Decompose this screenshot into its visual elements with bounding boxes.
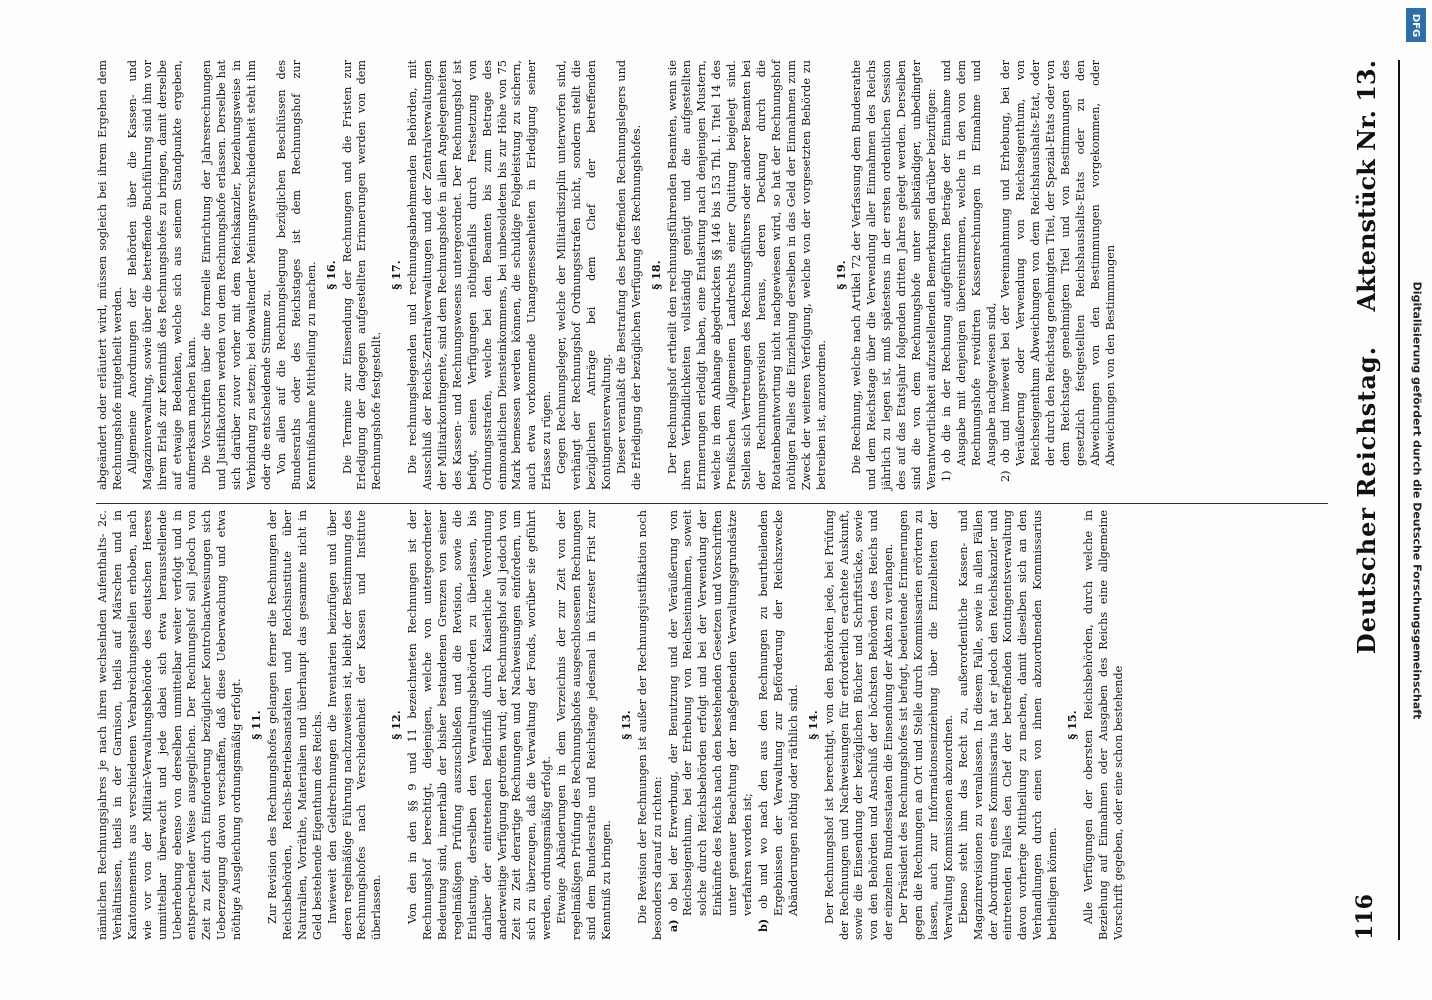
list-text: ob und wo nach den aus den Rechnungen zu beurtheilenden Ergebnissen der Verwaltung zur Beförderung der Reichszwecke Abänderungen nöthig oder räthlich sind. xyxy=(756,510,800,916)
paragraph: Allgemeine Anordnungen der Behörden über die Kassen- und Magazinverwaltung, sowie über die betreffende Buchführung sind ihm vor ihrem Erlaß zur Kenntniß des Rechnungshofes zu bringen, damit derselbe auf etwaige Bedenken, welche sich aus seinem Standpunkte ergeben, aufmerksam machen kann. xyxy=(125,60,199,490)
paragraph: nämlichen Rechnungsjahres je nach ihren wechselnden Aufenthalts- 2c. Verhältnissen, theils in der Garnison, theils auf Märschen und in Kantonnements aus verschiedenen Verabreichungsstellen erhoben, nach wie vor von der Militair-Verwaltungsbehörde des deutschen Heeres unmittelbar überwacht und jede dabei sich etwa herausstellende Ueberhebung ebenso von derselben unmittelbar weiter verfolgt und in entsprechender Weise ausgeglichen. Der Rechnungshof soll jedoch von Zeit zu Zeit durch Einforderung bezüglicher Kontrolnachweisungen sich Ueberzeugung davon verschaffen, daß diese Ueberwachung und etwa nöthige Ausgleichung ordnungsmäßig erfolgt. xyxy=(96,510,244,940)
dfg-logo xyxy=(1406,8,1426,42)
page-number: 116 xyxy=(1352,894,1378,940)
running-title: Deutscher Reichstag. xyxy=(1352,345,1381,655)
paragraph: Gegen Rechnungsleger, welche der Militairdisziplin unterworfen sind, verhängt der Rechnungshof Ordnungsstrafen nicht, sondern stellt die bezüglichen Anträge bei dem Chef der betreffenden Kontingentsverwaltung. xyxy=(555,60,613,490)
paragraph: Inwieweit den Geldrechnungen die Inventarien beizufügen und über deren regelmäßige Führung nachzuweisen ist, bleibt der Bestimmung des Rechnungshofes nach Verschiedenheit der Kassen und Institute überlassen. xyxy=(325,510,384,940)
paragraph: Von den in den §§ 9 und 11 bezeichneten Rechnungen ist der Rechnungshof berechtigt, diejenigen, welche von untergeordneter Bedeutung sind, innerhalb der bisher bestandenen Grenzen von seiner regelmäßigen Prüfung auszuschließen und die Revision, sowie die Entlastung, derselben den Verwaltungsbehörden zu überlassen, bis darüber der eintretenden Bedürfniß durch Kaiserliche Verordnung anderweitige Verfügung getroffen wird; der Rechnungshof soll jedoch von Zeit zu Zeit derartige Rechnungen und Nachweisungen einfordern, um sich zu überzeugen, daß die Verwaltung der Fonds, worüber sie geführt werden, ordnungsmäßig erfolgt. xyxy=(406,510,554,940)
digitization-credit xyxy=(1402,0,1432,1000)
paragraph: Der Rechnungshof ist berechtigt, von den Behörden jede, bei Prüfung der Rechnungen und Nachweisungen für erforderlich erachtete Auskunft, sowie die Einsendung der bezüglichen Bücher und Schriftstücke, sowie von den Behörden und Anschluß der höchsten Behörden des Reichs und der einzelnen Bundesstaaten die Einsendung der Akten zu verlangen. xyxy=(822,510,896,940)
list-item-a xyxy=(665,510,756,932)
section-heading-17: § 17. xyxy=(389,260,404,290)
section-heading-14: § 14. xyxy=(805,710,820,740)
paragraph: Dieser veranlaßt die Bestrafung des betreffenden Rechnungslegers und die Erledigung der bezüglichen Verfügung des Rechnungshofes. xyxy=(614,60,643,490)
section-heading-15: § 15. xyxy=(1065,710,1080,740)
paragraph: Die Revision der Rechnungen ist außer der Rechnungsjustifikation noch besonders darauf zu richten: xyxy=(635,510,664,940)
right-column xyxy=(96,60,1119,490)
paragraph: Etwaige Abänderungen in dem Verzeichnis der zur Zeit von der regelmäßigen Prüfung des Rechnungshofes ausgeschlossenen Rechnungen sind dem Bundesrathe und Reichstage jedesmal in kürzester Frist zur Kenntniß zu bringen. xyxy=(555,510,613,940)
paragraph: abgeändert oder erläutert wird, müssen sogleich bei ihrem Ergehen dem Rechnungshofe mitgetheilt werden. xyxy=(96,60,124,490)
paragraph: Die rechnungslegenden und rechnungsabnehmenden Behörden, mit Ausschluß der Reichs-Zentralverwaltungen und der Zentralverwaltungen der Militairkontingente, sind dem Rechnungshofe in allen Angelegenheiten des Kassen- und Rechnungswesens untergeordnet. Der Rechnungshof ist befugt, seinen Verfügungen nöthigenfalls durch Festsetzung von Ordnungsstrafen, welche bei den Beamten bis zum Betrage des einmonatlichen Diensteinkommens, bei unbesoldeten bis zur Höhe von 75 Mark bemessen werden können, die schuldige Folgeleistung zu sichern, auch etwa vorkommende Unangemessenheiten in Erledigung seiner Erlasse zu rügen. xyxy=(406,60,554,490)
section-heading-16: § 16. xyxy=(323,260,338,290)
paragraph: Von allen auf die Rechnungslegung bezüglichen Beschlüssen des Bundesraths oder des Reichstages ist dem Rechnungshof zur Kenntnißnahme Mittheilung zu machen. xyxy=(274,60,318,490)
section-heading-11: § 11. xyxy=(249,710,264,740)
list-item-2: 2) ob und inwieweit bei der Vereinnahmung und Erhebung, bei der Veräußerung oder Verwendung von Reichseigenthum, von Reichseigenthum Abweichungen von dem Reichshaushalts-Etat, oder der durch den Reichstag genehmigten Titel, der Spezial-Etats oder von dem Reichstage genehmigten Titel und von Bestimmungen des gesetzlich festgestellten Reichshaushalts-Etats oder zu den Abweichungen von den Bestimmungen vorgekommen, oder Abweichungen von den Bestimmungen xyxy=(999,60,1117,482)
dfg-logo-text: DFG xyxy=(1410,13,1422,37)
list-label: b) xyxy=(755,908,770,932)
column-divider xyxy=(96,503,1328,504)
paragraph: Die Termine zur Einsendung der Rechnungen und die Fristen zur Erledigung der dagegen aufgestellten Erinnerungen werden von dem Rechnungshofe festgestellt. xyxy=(340,60,384,490)
paragraph: Der Rechnungshof ertheilt den rechnungsführenden Beamten, wenn sie ihren Verbindlichkeiten vollständig genügt und die aufgestellten Erinnerungen erledigt haben, eine Entlastung nach denjenigen Mustern, welche in dem Anhange abgedruckten §§ 146 bis 153 Thl. I. Titel 14 des Preußischen Allgemeinen Landrechts einer Quittung beigelegt sind. Stellen sich Vertretungen des Rechnungsführers oder anderer Beamten bei der Rechnungsrevision heraus, deren Deckung durch die Rotatenbeantwortung nicht nachgewiesen wird, so hat der Rechnungshof nöthigen Falles die Einziehung derselben in das Geld der Einnahmen zum Zweck der weiteren Verfolgung, welche von der vorgesetzten Behörde zu betreiben ist, anzuordnen. xyxy=(665,60,828,490)
list-label: a) xyxy=(665,911,680,932)
list-item-b xyxy=(755,510,802,932)
paragraph: Die Vorschriften über die formelle Einrichtung der Jahresrechnungen und Justifikatorien werden von dem Rechnungshofe erlassen. Derselbe hat sich darüber zuvor vorher mit dem Reichskanzler, beziehungsweise in Verbindung zu setzen; bei obwaltender Meinungsverschiedenheit steht ihm oder die entscheidende Stimme zu. xyxy=(200,60,273,490)
digitization-credit-text: Digitalisierung gefördert durch die Deutsche Forschungsgemeinschaft xyxy=(1410,281,1424,719)
list-text: ob bei der Erwerbung, der Benutzung und der Veräußerung von Reichseigenthum, bei der Erhebung von Reichseinnahmen, soweit solche durch Reichsbehörden erfolgt und bei der Verwendung der Einkünfte des Reichs nach den bestehenden Gesetzen und Vorschriften unter genauer Beachtung der maßgebenden Verwaltungsgrundsätze verfahren worden ist; xyxy=(666,510,755,916)
document-reference: Aktenstück Nr. 13. xyxy=(1352,60,1381,312)
paragraph: Alle Verfügungen der obersten Reichsbehörden, durch welche in Beziehung auf Einnahmen oder Ausgaben des Reichs eine allgemeine Vorschrift gegeben, oder eine schon bestehende xyxy=(1082,510,1125,940)
section-heading-19: § 19. xyxy=(833,260,848,290)
paragraph: Der Präsident des Rechnungshofes ist befugt, bedeutende Erinnerungen gegen die Rechnungen an Ort und Stelle durch Kommissarien erörtern zu lassen, auch zur Informationseinziehung über die Einzelheiten der Verwaltung Kommissionen abzuordnen. xyxy=(897,510,955,940)
section-heading-18: § 18. xyxy=(648,260,663,290)
paragraph: Zur Revision des Rechnungshofes gelangen ferner die Rechnungen der Reichsbehörden, Reichs-Betriebsanstalten und Reichsinstitute über Naturalien, Vorräthe, Materialien und überhaupt das gesammte nicht in Geld bestehende Eigenthum des Reichs. xyxy=(265,510,324,940)
section-heading-12: § 12. xyxy=(389,710,404,740)
paragraph: Die Rechnung, welche nach Artikel 72 der Verfassung dem Bundesrathe und dem Reichstage über die Verwendung aller Einnahmen des Reichs jährlich zu legen ist, muß spätestens in der ersten ordentlichen Session des auf das Etatsjahr folgenden dritten Jahres gelegt werden. Derselben sind die von dem Rechnungshofe unter selbständiger, unbedingter Verantwortlichkeit aufzustellenden Bemerkungen darüber beizufügen: xyxy=(850,60,938,490)
paragraph: Ebenso steht ihm das Recht zu, außerordentliche Kassen- und Magazinrevisionen zu veranlassen. In diesem Falle, sowie in allen Fällen der Abordnung eines Kommissarius hat er jedoch den Reichskanzler und eintretenden Falles den Chef der betreffenden Kontingentsverwaltung davon vorherige Mittheilung zu machen, damit dieselben sich an den Verhandlungen durch einen von ihnen abzuordnenden Kommissarius betheiligen können. xyxy=(956,510,1060,940)
list-item-1: 1) ob die in der Rechnung aufgeführten Beträge der Einnahme und Ausgabe mit denjenigen übereinstimmen, welche in den von dem Rechnungshofe revidirten Kassenrechnungen in Einnahme und Ausgabe nachgewiesen sind, xyxy=(939,60,998,482)
page-header xyxy=(1338,60,1400,940)
left-column xyxy=(96,510,1127,940)
section-heading-13: § 13. xyxy=(618,710,633,740)
